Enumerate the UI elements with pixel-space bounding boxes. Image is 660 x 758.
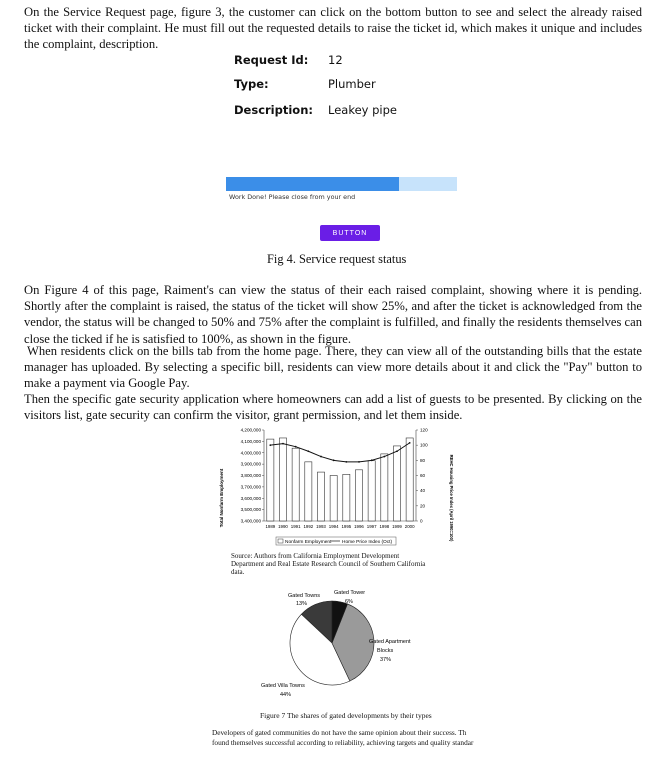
pie-label-gated-towns: Gated Towns bbox=[288, 593, 321, 599]
pie-pct-gated-villa-towns: 44% bbox=[280, 692, 292, 698]
legend-bar-swatch bbox=[278, 539, 283, 543]
y-tick-label-right: 80 bbox=[420, 457, 426, 463]
footer-text-line-1: Developers of gated communities do not have the same opinion about their success. Th bbox=[212, 728, 467, 737]
home-price-point bbox=[282, 443, 284, 445]
bar-1997 bbox=[368, 461, 375, 521]
x-tick-label: 1994 bbox=[328, 524, 339, 529]
pie-pct-gated-tower: 6% bbox=[345, 599, 353, 605]
home-price-point bbox=[371, 459, 373, 461]
y-tick-label-right: 20 bbox=[420, 503, 426, 509]
pie-label-gated-villa-towns: Gated Villa Towns bbox=[261, 683, 305, 689]
paragraph-2: On Figure 4 of this page, Raiment's can view the status of their each raised complaint, showing where it is pending. Shortly after the complaint is raised, the status of the ticket will show 25%, and after the ticket is acknowledged from the vendor, the status will be changed to 50% and 75% after the complaint is fulfilled, and finally the residents themselves can close the ticked if he is satisfied to 100%, as shown in the figure. bbox=[24, 283, 642, 346]
x-tick-label: 1990 bbox=[278, 524, 288, 529]
home-price-point bbox=[358, 461, 360, 463]
home-price-point bbox=[396, 450, 398, 452]
type-value: Plumber bbox=[328, 77, 376, 91]
employment-price-chart bbox=[216, 424, 458, 560]
y-tick-label-right: 40 bbox=[420, 488, 426, 494]
pie-label-blocks: Blocks bbox=[377, 648, 394, 654]
bar-1998 bbox=[381, 454, 388, 521]
y-tick-label-left: 4,100,000 bbox=[240, 438, 261, 444]
x-tick-label: 2000 bbox=[404, 524, 415, 529]
button[interactable]: BUTTON bbox=[320, 225, 380, 241]
y-tick-label-right: 100 bbox=[420, 442, 428, 448]
x-tick-label: 1999 bbox=[392, 524, 402, 529]
request-id-label: Request Id: bbox=[234, 53, 309, 67]
legend-bar-label: Nonfarm Employment bbox=[285, 540, 332, 545]
footer-text-line-2: found themselves successful according to reliability, achieving targets and quality standar bbox=[212, 738, 474, 747]
progress-fill bbox=[226, 177, 399, 191]
chart-source: Source: Authors from California Employment Development Department and Real Estate Research Council of Southern California data. bbox=[231, 552, 426, 576]
x-tick-label: 1993 bbox=[316, 524, 326, 529]
paragraph-1: On the Service Request page, figure 3, the customer can click on the bottom button to see and select the already raised ticket with their complaint. He must fill out the requested details to raise the ticket id, which makes it unique and includes the complaint, description. bbox=[24, 5, 642, 52]
legend-line-label: Home Price Index (Oct) bbox=[342, 540, 393, 545]
y-tick-label-left: 4,200,000 bbox=[240, 427, 261, 433]
paragraph-4: Then the specific gate security application where homeowners can add a list of guests to be presented. By clicking on the visitors list, gate security can confirm the visitor, grant permission, and let them inside. bbox=[24, 392, 642, 423]
y-tick-label-left: 3,900,000 bbox=[240, 461, 261, 467]
y-tick-label-left: 3,500,000 bbox=[240, 507, 261, 513]
y-tick-label-right: 120 bbox=[420, 427, 428, 433]
pie-pct-gated-apartment: 37% bbox=[380, 657, 392, 663]
progress-track bbox=[226, 177, 457, 191]
bar-1999 bbox=[393, 446, 400, 521]
bar-1992 bbox=[305, 462, 312, 521]
figure-4-caption: Fig 4. Service request status bbox=[267, 252, 407, 266]
y-axis-label-left: Total Nonfarm Employment bbox=[219, 468, 224, 528]
y-axis-label-right: REHC Housing Price Index (April 1990=100) bbox=[449, 454, 454, 542]
y-tick-label-right: 60 bbox=[420, 473, 426, 478]
type-label: Type: bbox=[234, 77, 269, 91]
x-tick-label: 1989 bbox=[265, 524, 276, 529]
progress-status-text: Work Done! Please close from your end bbox=[229, 193, 356, 201]
pie-label-gated-apartment: Gated Apartment bbox=[369, 639, 411, 645]
home-price-line bbox=[270, 443, 409, 462]
paragraph-3: When residents click on the bills tab from the home page. There, they can view all of the outstanding bills that the estate manager has uploaded. By selecting a specific bill, residents can view more details about it and click the "Pay" button to make a payment via Google Pay. bbox=[24, 344, 642, 391]
home-price-point bbox=[320, 456, 322, 458]
home-price-point bbox=[383, 456, 385, 458]
y-tick-label-left: 3,700,000 bbox=[240, 484, 261, 490]
home-price-point bbox=[409, 442, 411, 444]
home-price-point bbox=[295, 446, 297, 448]
bar-1990 bbox=[279, 438, 286, 521]
request-id-value: 12 bbox=[328, 53, 343, 67]
bar-2000 bbox=[406, 438, 413, 521]
pie-pct-gated-towns: 13% bbox=[296, 601, 308, 607]
x-tick-label: 1996 bbox=[354, 524, 364, 529]
y-tick-label-left: 3,600,000 bbox=[240, 495, 261, 501]
bar-1993 bbox=[317, 472, 324, 521]
bar-1996 bbox=[355, 470, 362, 521]
y-tick-label-right: 0 bbox=[420, 518, 423, 524]
x-tick-label: 1995 bbox=[341, 524, 352, 529]
y-tick-label-left: 4,000,000 bbox=[240, 450, 261, 456]
description-value: Leakey pipe bbox=[328, 103, 397, 117]
x-tick-label: 1991 bbox=[290, 524, 301, 529]
x-tick-label: 1992 bbox=[303, 524, 314, 529]
pie-label-gated-tower: Gated Tower bbox=[334, 590, 366, 596]
bar-1995 bbox=[343, 474, 350, 521]
description-label: Description: bbox=[234, 103, 313, 117]
bar-1991 bbox=[292, 448, 299, 521]
bar-1989 bbox=[267, 439, 274, 521]
x-tick-label: 1997 bbox=[366, 524, 377, 529]
bar-1994 bbox=[330, 476, 337, 522]
gated-development-pie-chart bbox=[250, 585, 440, 700]
y-tick-label-left: 3,400,000 bbox=[240, 518, 261, 524]
home-price-point bbox=[269, 444, 271, 446]
x-tick-label: 1998 bbox=[379, 524, 390, 529]
home-price-point bbox=[345, 461, 347, 463]
chart-legend bbox=[276, 537, 396, 545]
y-tick-label-left: 3,800,000 bbox=[240, 473, 261, 478]
home-price-point bbox=[333, 459, 335, 461]
figure-7-caption: Figure 7 The shares of gated developments by their types bbox=[260, 711, 432, 720]
home-price-point bbox=[307, 450, 309, 452]
